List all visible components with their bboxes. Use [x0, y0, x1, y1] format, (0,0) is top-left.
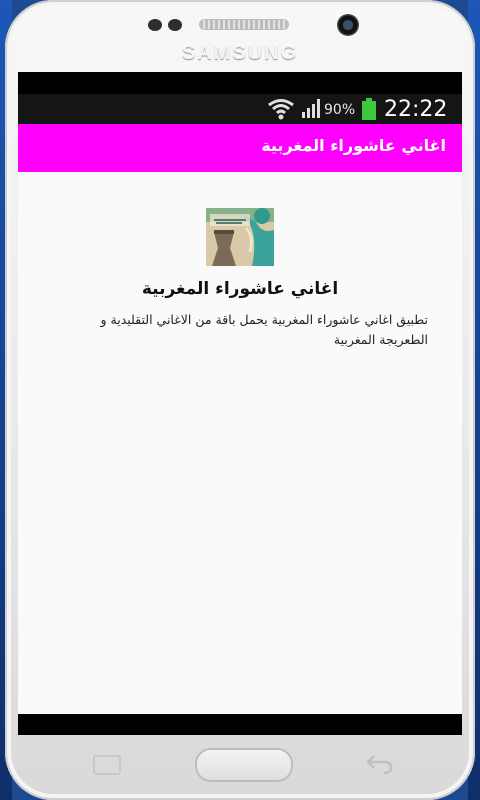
app-cover-icon [206, 208, 274, 266]
earpiece-speaker [199, 19, 289, 30]
about-content [18, 172, 462, 714]
navigation-bar [18, 714, 462, 735]
app-description: تطبيق اغاني عاشوراء المغربية يحمل باقة من الاغاني التقليدية و الطعريجة المغربية [100, 312, 428, 347]
app-name: اغاني عاشوراء المغربية [141, 279, 339, 299]
sensor-dot [168, 19, 182, 31]
battery-icon [362, 98, 376, 120]
app-bar [18, 124, 462, 172]
battery-percentage: 90% [324, 102, 356, 118]
device-brand: SAMSUNG [181, 42, 299, 64]
sensor-dots [148, 19, 182, 31]
front-camera [337, 14, 359, 36]
app-bar-title: اغاني عاشوراء المغربية [261, 136, 446, 155]
status-bar [18, 94, 462, 124]
sensor-dot [148, 19, 162, 31]
signal-icon [301, 97, 321, 119]
recent-apps-key[interactable] [93, 755, 121, 775]
phone-screen [18, 72, 462, 735]
back-key[interactable] [364, 750, 394, 776]
home-key[interactable] [195, 748, 293, 782]
status-clock: 22:22 [384, 97, 448, 122]
wifi-icon [268, 98, 294, 120]
